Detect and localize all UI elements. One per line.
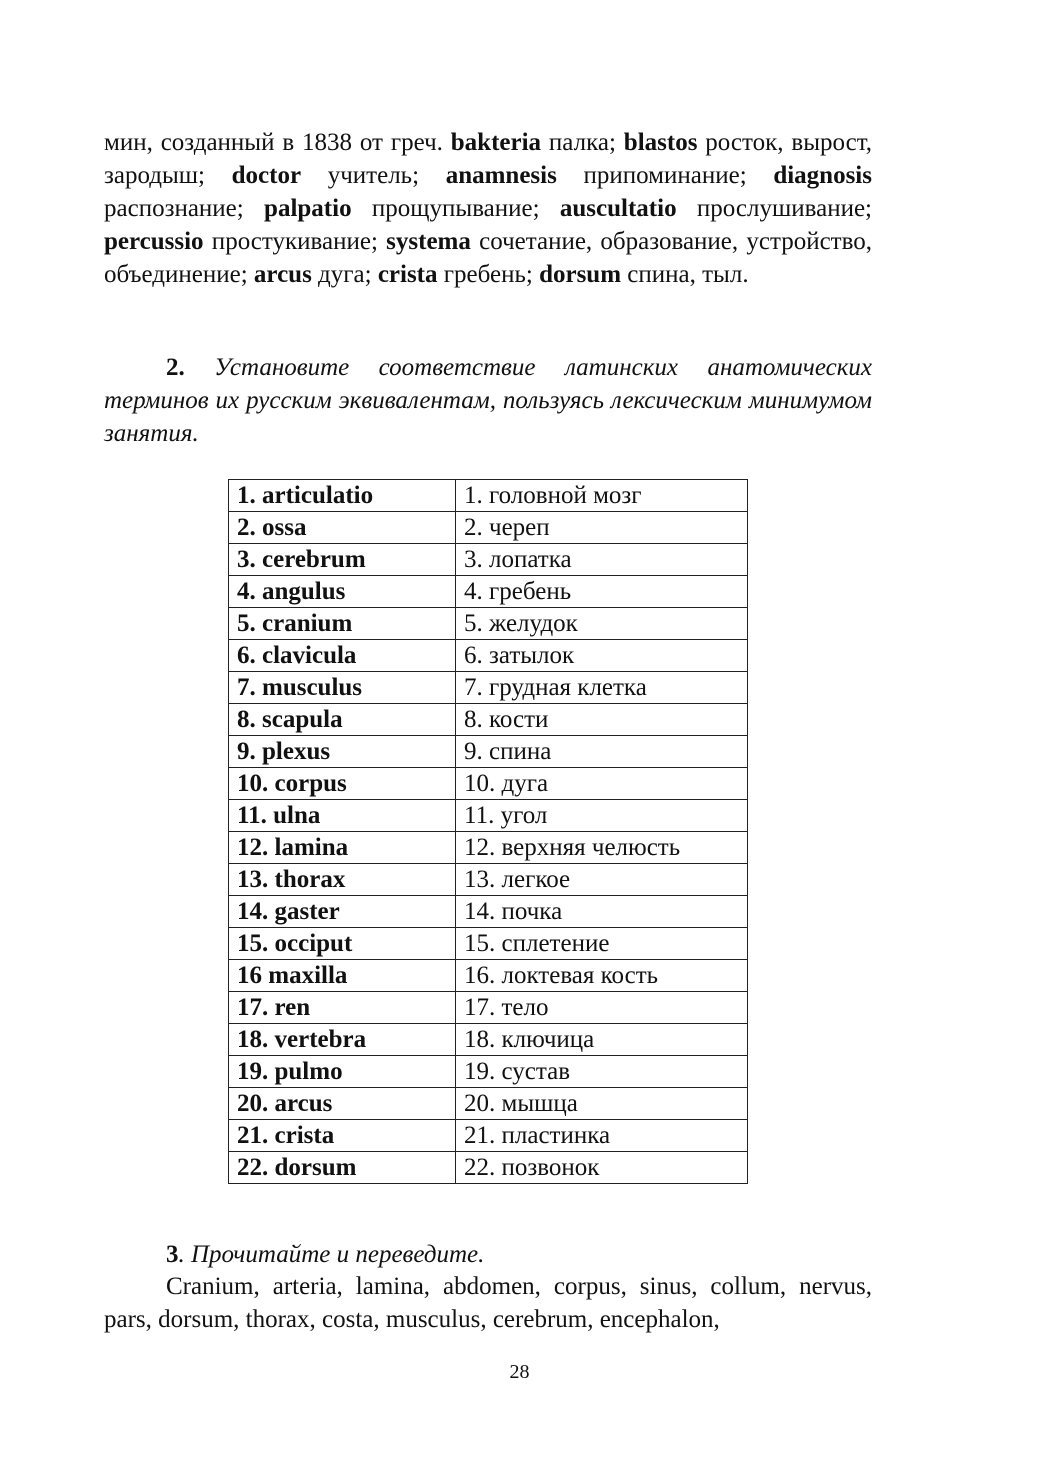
latin-term-cell: 4. angulus (229, 576, 456, 608)
table-row (229, 1120, 748, 1152)
latin-term-cell: 22. dorsum (229, 1152, 456, 1184)
russian-term-cell: 13. легкое (456, 864, 748, 896)
russian-term-cell: 3. лопатка (456, 544, 748, 576)
latin-term: bakteria (450, 129, 542, 156)
russian-term-cell: 15. сплетение (456, 928, 748, 960)
intro-text: прослушивание; (676, 195, 872, 222)
latin-term-cell: 7. musculus (229, 672, 456, 704)
latin-term-cell: 14. gaster (229, 896, 456, 928)
intro-paragraph (104, 126, 872, 291)
table-row (229, 992, 748, 1024)
table-row (229, 736, 748, 768)
terms-matching-table (228, 479, 748, 1184)
task-2-number: 2. (166, 354, 185, 381)
latin-term-cell: 18. vertebra (229, 1024, 456, 1056)
table-row (229, 832, 748, 864)
latin-term-cell: 3. cerebrum (229, 544, 456, 576)
table-row (229, 864, 748, 896)
table-row (229, 896, 748, 928)
latin-term-cell: 11. ulna (229, 800, 456, 832)
intro-text: росток, вырост, зародыш; (104, 129, 873, 189)
russian-term-cell: 9. спина (456, 736, 748, 768)
table-row (229, 640, 748, 672)
latin-term: doctor (231, 162, 302, 189)
intro-text: прощупывание; (351, 195, 560, 222)
latin-term: crista (377, 261, 438, 288)
russian-term-cell: 8. кости (456, 704, 748, 736)
latin-term-cell: 1. articulatio (229, 480, 456, 512)
intro-text: спина, тыл. (621, 261, 749, 288)
table-row (229, 608, 748, 640)
russian-term-cell: 22. позвонок (456, 1152, 748, 1184)
table-row (229, 672, 748, 704)
task-3-number: 3 (166, 1241, 179, 1268)
latin-term: anamnesis (445, 162, 557, 189)
latin-term-cell: 12. lamina (229, 832, 456, 864)
russian-term-cell: 20. мышца (456, 1088, 748, 1120)
russian-term-cell: 17. тело (456, 992, 748, 1024)
page-number: 28 (509, 1361, 530, 1383)
latin-term-cell: 19. pulmo (229, 1056, 456, 1088)
intro-text: гребень; (437, 261, 540, 288)
latin-term-cell: 2. ossa (229, 512, 456, 544)
table-row (229, 1056, 748, 1088)
latin-term: auscultatio (559, 195, 677, 222)
latin-term-cell: 9. plexus (229, 736, 456, 768)
latin-term-cell: 5. cranium (229, 608, 456, 640)
table-row (229, 800, 748, 832)
latin-term: arcus (253, 261, 312, 288)
latin-term: diagnosis (773, 162, 872, 189)
latin-term-cell: 13. thorax (229, 864, 456, 896)
latin-term-cell: 17. ren (229, 992, 456, 1024)
russian-term-cell: 2. череп (456, 512, 748, 544)
task-3-instruction (104, 1238, 872, 1271)
latin-term-cell: 15. occiput (229, 928, 456, 960)
intro-text: дуга; (311, 261, 378, 288)
table-row (229, 1152, 748, 1184)
intro-text: мин, созданный в 1838 от греч. (104, 129, 451, 156)
latin-term: percussio (104, 228, 204, 255)
intro-text: простукивание; (203, 228, 387, 255)
russian-term-cell: 6. затылок (456, 640, 748, 672)
russian-term-cell: 14. почка (456, 896, 748, 928)
russian-term-cell: 11. угол (456, 800, 748, 832)
russian-term-cell: 4. гребень (456, 576, 748, 608)
latin-term-cell: 6. clavicula (229, 640, 456, 672)
latin-term-cell: 8. scapula (229, 704, 456, 736)
intro-text: сочетание, образование, устройство, объединение; (104, 228, 872, 288)
latin-term-cell: 16 maxilla (229, 960, 456, 992)
latin-term: systema (386, 228, 471, 255)
russian-term-cell: 19. сустав (456, 1056, 748, 1088)
latin-term-cell: 10. corpus (229, 768, 456, 800)
table-row (229, 480, 748, 512)
latin-term: palpatio (264, 195, 352, 222)
table-row (229, 576, 748, 608)
russian-term-cell: 7. грудная клетка (456, 672, 748, 704)
task-3-title: . Прочитайте и переведите. (178, 1241, 485, 1268)
table-row (229, 512, 748, 544)
latin-term-cell: 21. crista (229, 1120, 456, 1152)
table-row (229, 1088, 748, 1120)
latin-term: blastos (623, 129, 698, 156)
task-3-text: Cranium, arteria, lamina, abdomen, corpus, sinus, collum, nervus, pars, dorsum, thorax, costa, musculus, cerebrum, encephalon, (104, 1273, 872, 1333)
intro-text: учитель; (301, 162, 446, 189)
table-row (229, 544, 748, 576)
table-row (229, 1024, 748, 1056)
table-row (229, 928, 748, 960)
intro-text: припоминание; (556, 162, 774, 189)
russian-term-cell: 18. ключица (456, 1024, 748, 1056)
russian-term-cell: 12. верхняя челюсть (456, 832, 748, 864)
intro-text: распознание; (104, 195, 265, 222)
russian-term-cell: 1. головной мозг (456, 480, 748, 512)
russian-term-cell: 5. желудок (456, 608, 748, 640)
table-row (229, 960, 748, 992)
table-row (229, 768, 748, 800)
russian-term-cell: 21. пластинка (456, 1120, 748, 1152)
task-2-text: Установите соответствие латинских анатомических терминов их русским эквивалентам, пользуясь лексическим минимумом занятия. (104, 354, 872, 447)
terms-table-body (229, 480, 748, 1184)
latin-term-cell: 20. arcus (229, 1088, 456, 1120)
russian-term-cell: 10. дуга (456, 768, 748, 800)
latin-term: dorsum (539, 261, 622, 288)
task-2-instruction (104, 351, 872, 450)
table-row (229, 704, 748, 736)
intro-text: палка; (541, 129, 624, 156)
russian-term-cell: 16. локтевая кость (456, 960, 748, 992)
